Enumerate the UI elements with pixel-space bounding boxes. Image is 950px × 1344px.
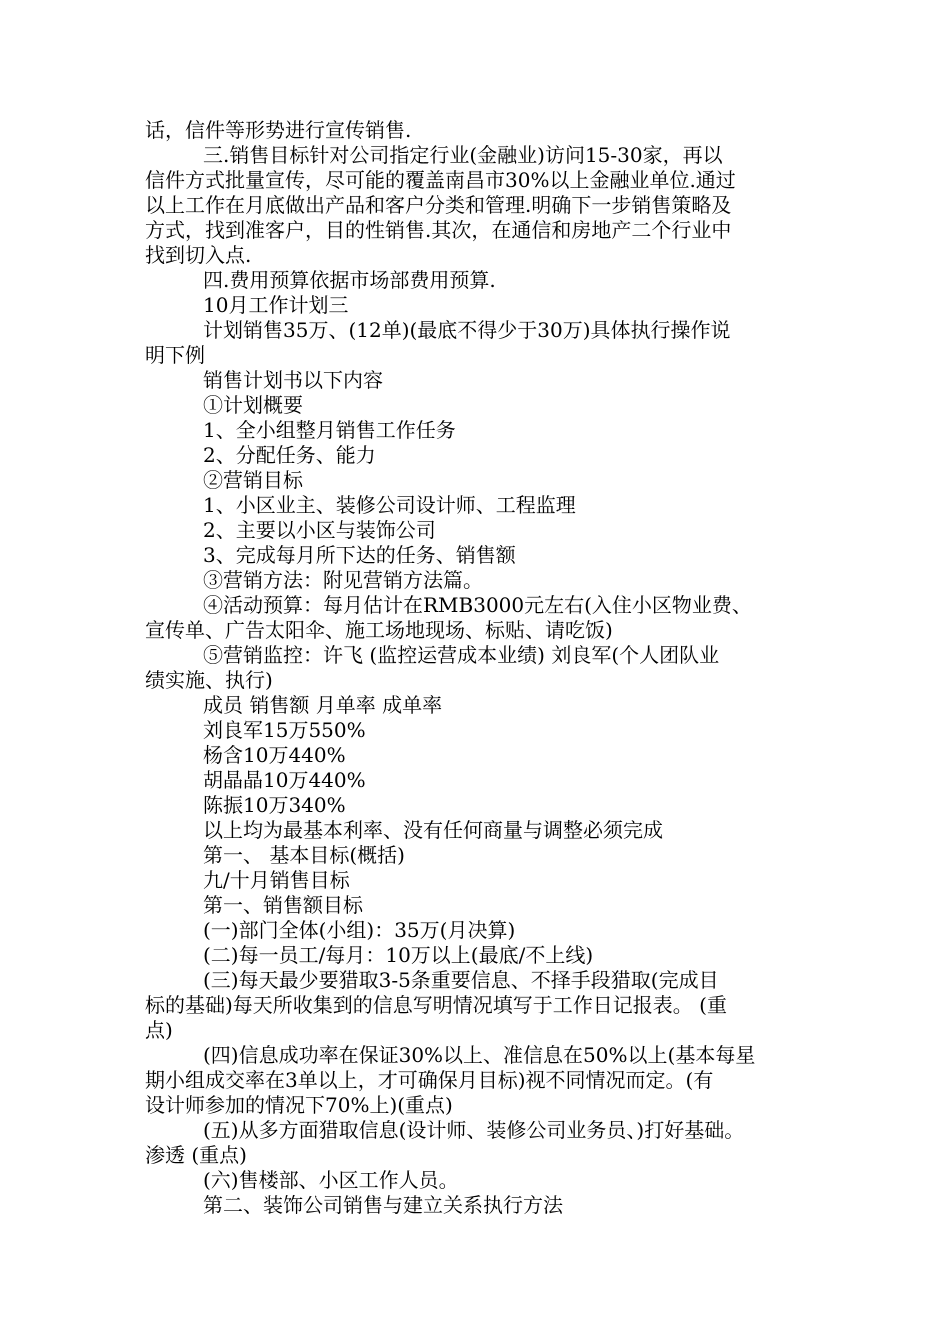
text-line: ②营销目标 <box>203 468 303 492</box>
text-line: 方式，找到准客户，目的性销售.其次，在通信和房地产二个行业中 <box>145 218 732 242</box>
text-line: 杨含10万440% <box>203 743 346 767</box>
text-line: 第一、销售额目标 <box>203 893 363 917</box>
text-line: 1、小区业主、装修公司设计师、工程监理 <box>203 493 576 517</box>
document-body <box>145 118 813 1218</box>
text-line: 渗透 (重点) <box>145 1143 247 1167</box>
text-line: 信件方式批量宣传，尽可能的覆盖南昌市30%以上金融业单位.通过 <box>145 168 736 192</box>
text-line: 计划销售35万、(12单)(最底不得少于30万)具体执行操作说 <box>203 318 731 342</box>
text-line: 第一、 基本目标(概括) <box>203 843 405 867</box>
text-line: ①计划概要 <box>203 393 303 417</box>
text-line: 宣传单、广告太阳伞、施工场地现场、标贴、请吃饭) <box>145 618 613 642</box>
text-line: 明下例 <box>145 343 205 367</box>
text-line: 3、完成每月所下达的任务、销售额 <box>203 543 516 567</box>
text-line: 销售计划书以下内容 <box>203 368 383 392</box>
text-line: 陈振10万340% <box>203 793 346 817</box>
text-line: 话，信件等形势进行宣传销售. <box>145 118 412 142</box>
text-line: 绩实施、执行) <box>145 668 273 692</box>
text-line: ⑤营销监控：许飞 (监控运营成本业绩) 刘良军(个人团队业 <box>203 643 720 667</box>
text-line: 三.销售目标针对公司指定行业(金融业)访问15-30家，再以 <box>203 143 723 167</box>
text-line: (六)售楼部、小区工作人员。 <box>203 1168 459 1192</box>
text-line: ③营销方法：附见营销方法篇。 <box>203 568 483 592</box>
text-line: 点) <box>145 1018 173 1042</box>
text-line: 刘良军15万550% <box>203 718 366 742</box>
text-line: 以上均为最基本利率、没有任何商量与调整必须完成 <box>203 818 663 842</box>
text-line: ④活动预算：每月估计在RMB3000元左右(入住小区物业费、 <box>203 593 752 617</box>
text-line: (三)每天最少要猎取3-5条重要信息、不择手段猎取(完成目 <box>203 968 719 992</box>
text-line: 胡晶晶10万440% <box>203 768 366 792</box>
text-line: 1、全小组整月销售工作任务 <box>203 418 456 442</box>
text-line: 期小组成交率在3单以上，才可确保月目标)视不同情况而定。(有 <box>145 1068 714 1092</box>
text-line: 九/十月销售目标 <box>203 868 350 892</box>
text-line: 标的基础)每天所收集到的信息写明情况填写于工作日记报表。 (重 <box>145 993 727 1017</box>
text-line: (二)每一员工/每月：10万以上(最底/不上线) <box>203 943 594 967</box>
text-line: (四)信息成功率在保证30%以上、准信息在50%以上(基本每星 <box>203 1043 756 1067</box>
text-line: (五)从多方面猎取信息(设计师、装修公司业务员、)打好基础。 <box>203 1118 745 1142</box>
text-line: 10月工作计划三 <box>203 293 349 317</box>
text-line: 以上工作在月底做出产品和客户分类和管理.明确下一步销售策略及 <box>145 193 732 217</box>
text-line: 设计师参加的情况下70%上)(重点) <box>145 1093 453 1117</box>
text-line: 2、主要以小区与装饰公司 <box>203 518 436 542</box>
text-line: 第二、装饰公司销售与建立关系执行方法 <box>203 1193 563 1217</box>
text-line: (一)部门全体(小组)：35万(月决算) <box>203 918 516 942</box>
text-line: 找到切入点. <box>145 243 252 267</box>
text-line: 成员 销售额 月单率 成单率 <box>203 693 443 717</box>
text-line: 2、分配任务、能力 <box>203 443 376 467</box>
text-line: 四.费用预算依据市场部费用预算. <box>203 268 496 292</box>
